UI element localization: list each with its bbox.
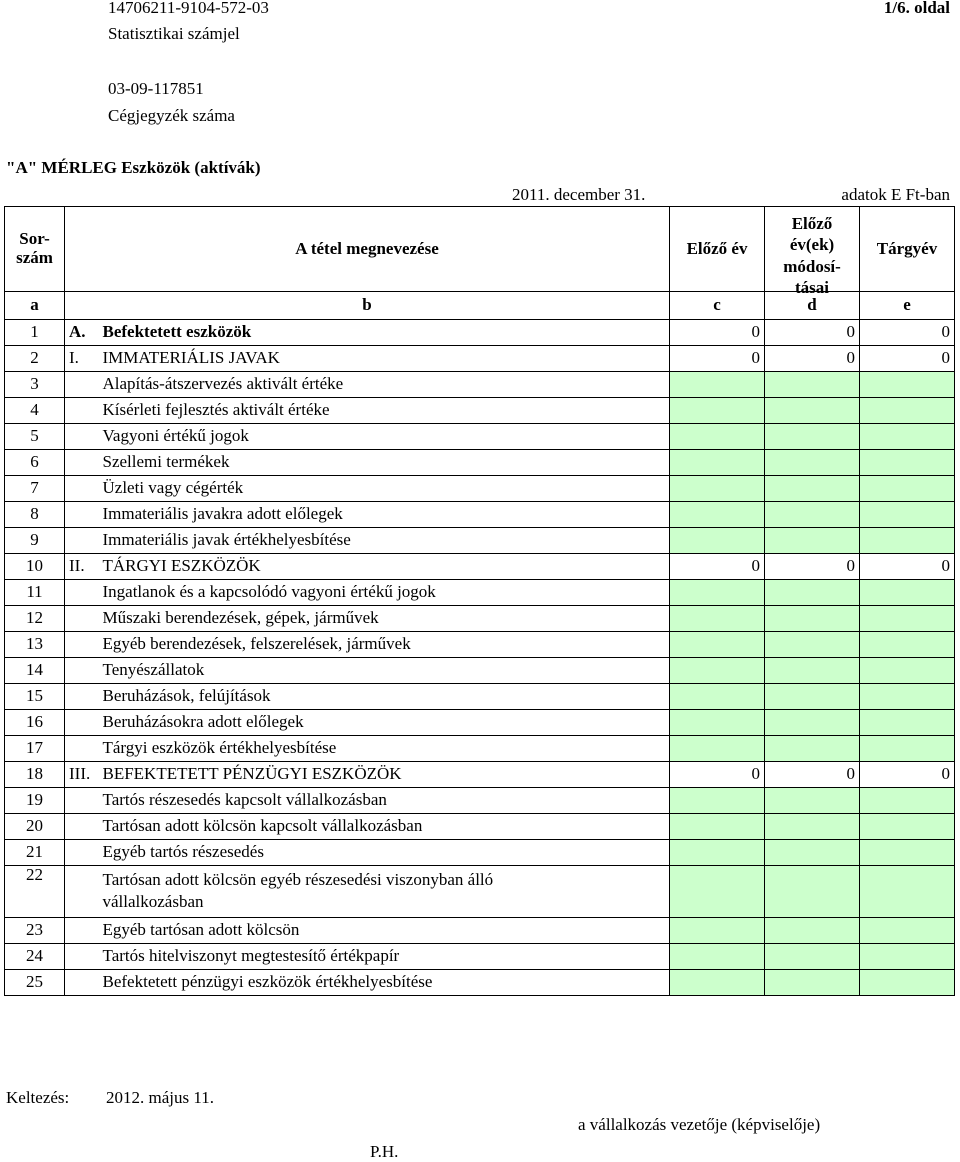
table-row [5, 398, 955, 424]
value-cell-e[interactable] [860, 788, 955, 814]
row-label: Ingatlanok és a kapcsolódó vagyoni értékű jogok [99, 580, 670, 606]
row-prefix [65, 658, 99, 684]
value-cell-c[interactable] [670, 788, 765, 814]
value-cell-c[interactable] [670, 580, 765, 606]
row-label: Szellemi termékek [99, 450, 670, 476]
value-cell-c: 0 [670, 554, 765, 580]
table-row [5, 918, 955, 944]
table-row [5, 814, 955, 840]
row-number: 8 [5, 502, 65, 528]
reg-label: Cégjegyzék száma [108, 106, 235, 125]
value-cell-e: 0 [860, 346, 955, 372]
value-cell-e[interactable] [860, 658, 955, 684]
value-cell-d[interactable] [765, 814, 860, 840]
value-cell-c[interactable] [670, 918, 765, 944]
table-row [5, 346, 955, 372]
value-cell-e: 0 [860, 320, 955, 346]
value-cell-d[interactable] [765, 450, 860, 476]
row-label: Beruházások, felújítások [99, 684, 670, 710]
page-number: 1/6. oldal [883, 0, 950, 17]
reg-number: 03-09-117851 [108, 79, 204, 98]
row-label: Műszaki berendezések, gépek, járművek [99, 606, 670, 632]
table-row [5, 684, 955, 710]
value-cell-d[interactable] [765, 788, 860, 814]
balance-table [4, 206, 955, 996]
value-cell-d[interactable] [765, 840, 860, 866]
table-row [5, 372, 955, 398]
value-cell-e[interactable] [860, 736, 955, 762]
row-label [99, 866, 670, 918]
value-cell-c[interactable] [670, 606, 765, 632]
value-cell-e[interactable] [860, 450, 955, 476]
unit-label: adatok E Ft-ban [841, 185, 950, 204]
row-prefix [65, 944, 99, 970]
value-cell-d[interactable] [765, 580, 860, 606]
value-cell-e[interactable] [860, 814, 955, 840]
row-label: Tárgyi eszközök értékhelyesbítése [99, 736, 670, 762]
value-cell-c[interactable] [670, 840, 765, 866]
row-prefix [65, 736, 99, 762]
row-prefix [65, 632, 99, 658]
value-cell-d[interactable] [765, 970, 860, 996]
row-label: Tartós részesedés kapcsolt vállalkozásban [99, 788, 670, 814]
date-value: 2012. május 11. [106, 1088, 214, 1107]
row-prefix: III. [65, 762, 99, 788]
letters-row [5, 292, 955, 320]
value-cell-d[interactable] [765, 606, 860, 632]
table-row [5, 658, 955, 684]
value-cell-c[interactable] [670, 944, 765, 970]
col-curr: Tárgyév [860, 207, 955, 292]
table-row [5, 320, 955, 346]
row-label-line2: vállalkozásban [102, 892, 204, 911]
table-row [5, 736, 955, 762]
value-cell-c[interactable] [670, 372, 765, 398]
letter-e: e [860, 292, 955, 320]
row-number: 18 [5, 762, 65, 788]
value-cell-e: 0 [860, 554, 955, 580]
stat-number: 14706211-9104-572-03 [108, 0, 269, 17]
table-row [5, 944, 955, 970]
value-cell-e[interactable] [860, 528, 955, 554]
value-cell-e[interactable] [860, 710, 955, 736]
table-row [5, 580, 955, 606]
row-number: 9 [5, 528, 65, 554]
signer-label: a vállalkozás vezetője (képviselője) [578, 1115, 821, 1134]
value-cell-c[interactable] [670, 658, 765, 684]
row-label: Befektetett eszközök [99, 320, 670, 346]
value-cell-c[interactable] [670, 866, 765, 918]
value-cell-d: 0 [765, 346, 860, 372]
row-number: 20 [5, 814, 65, 840]
table-row [5, 554, 955, 580]
col-sorszam: Sor- szám [5, 207, 65, 292]
row-prefix [65, 450, 99, 476]
value-cell-d[interactable] [765, 918, 860, 944]
row-label: BEFEKTETETT PÉNZÜGYI ESZKÖZÖK [99, 762, 670, 788]
value-cell-e[interactable] [860, 606, 955, 632]
row-prefix [65, 814, 99, 840]
value-cell-e[interactable] [860, 580, 955, 606]
row-label-line1: Tartósan adott kölcsön egyéb részesedési viszonyban álló [102, 870, 494, 890]
table-row [5, 840, 955, 866]
value-cell-d: 0 [765, 554, 860, 580]
value-cell-e[interactable] [860, 372, 955, 398]
value-cell-e[interactable] [860, 632, 955, 658]
stat-label: Statisztikai számjel [108, 24, 240, 43]
letter-a: a [5, 292, 65, 320]
table-row [5, 606, 955, 632]
letter-c: c [670, 292, 765, 320]
value-cell-e[interactable] [860, 840, 955, 866]
stamp-label: P.H. [370, 1142, 399, 1161]
row-number: 5 [5, 424, 65, 450]
letter-d: d [765, 292, 860, 320]
row-number: 6 [5, 450, 65, 476]
value-cell-d[interactable] [765, 710, 860, 736]
row-number: 12 [5, 606, 65, 632]
value-cell-c[interactable] [670, 476, 765, 502]
table-row [5, 502, 955, 528]
col-prev: Előző év [670, 207, 765, 292]
value-cell-c[interactable] [670, 632, 765, 658]
row-number: 21 [5, 840, 65, 866]
row-label: TÁRGYI ESZKÖZÖK [99, 554, 670, 580]
row-prefix [65, 398, 99, 424]
row-prefix [65, 684, 99, 710]
value-cell-d[interactable] [765, 372, 860, 398]
row-label: Alapítás-átszervezés aktivált értéke [99, 372, 670, 398]
table-row [5, 632, 955, 658]
row-prefix: A. [65, 320, 99, 346]
row-label: Egyéb tartósan adott kölcsön [99, 918, 670, 944]
row-number: 10 [5, 554, 65, 580]
row-prefix [65, 424, 99, 450]
row-number: 23 [5, 918, 65, 944]
value-cell-d[interactable] [765, 476, 860, 502]
row-prefix [65, 502, 99, 528]
table-row [5, 762, 955, 788]
value-cell-e[interactable] [860, 944, 955, 970]
row-prefix: II. [65, 554, 99, 580]
table-row [5, 424, 955, 450]
value-cell-e[interactable] [860, 424, 955, 450]
date-label: Keltezés: [6, 1088, 70, 1107]
row-label: Befektetett pénzügyi eszközök értékhelyesbítése [99, 970, 670, 996]
row-prefix [65, 866, 99, 918]
row-number: 11 [5, 580, 65, 606]
row-number: 3 [5, 372, 65, 398]
value-cell-d: 0 [765, 762, 860, 788]
row-label: Egyéb tartós részesedés [99, 840, 670, 866]
value-cell-c[interactable] [670, 684, 765, 710]
value-cell-c[interactable] [670, 424, 765, 450]
value-cell-e[interactable] [860, 398, 955, 424]
value-cell-c[interactable] [670, 710, 765, 736]
value-cell-d[interactable] [765, 424, 860, 450]
row-number: 4 [5, 398, 65, 424]
value-cell-d[interactable] [765, 658, 860, 684]
row-prefix [65, 606, 99, 632]
value-cell-c: 0 [670, 320, 765, 346]
table-row [5, 528, 955, 554]
row-number: 19 [5, 788, 65, 814]
row-number: 25 [5, 970, 65, 996]
row-prefix [65, 840, 99, 866]
row-label: Immateriális javakra adott előlegek [99, 502, 670, 528]
row-prefix [65, 710, 99, 736]
table-row [5, 476, 955, 502]
row-prefix: I. [65, 346, 99, 372]
col-mod: Előző év(ek) módosí- tásai [765, 207, 860, 292]
row-label: Tenyészállatok [99, 658, 670, 684]
row-number: 15 [5, 684, 65, 710]
row-prefix [65, 970, 99, 996]
value-cell-d[interactable] [765, 632, 860, 658]
value-cell-c[interactable] [670, 736, 765, 762]
row-number: 13 [5, 632, 65, 658]
value-cell-d[interactable] [765, 866, 860, 918]
value-cell-e[interactable] [860, 502, 955, 528]
row-label: Tartósan adott kölcsön kapcsolt vállalkozásban [99, 814, 670, 840]
value-cell-c[interactable] [670, 814, 765, 840]
row-label: Vagyoni értékű jogok [99, 424, 670, 450]
value-cell-e[interactable] [860, 970, 955, 996]
row-label: Beruházásokra adott előlegek [99, 710, 670, 736]
value-cell-e: 0 [860, 762, 955, 788]
row-number: 7 [5, 476, 65, 502]
letter-b: b [65, 292, 670, 320]
row-number: 22 [5, 866, 65, 918]
page-title: "A" MÉRLEG Eszközök (aktívák) [6, 158, 261, 177]
balance-date: 2011. december 31. [512, 185, 646, 204]
value-cell-d[interactable] [765, 684, 860, 710]
row-label: Egyéb berendezések, felszerelések, járművek [99, 632, 670, 658]
value-cell-e[interactable] [860, 476, 955, 502]
value-cell-e[interactable] [860, 918, 955, 944]
value-cell-c: 0 [670, 762, 765, 788]
row-prefix [65, 918, 99, 944]
row-prefix [65, 788, 99, 814]
row-label: Immateriális javak értékhelyesbítése [99, 528, 670, 554]
row-number: 14 [5, 658, 65, 684]
value-cell-e[interactable] [860, 684, 955, 710]
value-cell-c: 0 [670, 346, 765, 372]
value-cell-d[interactable] [765, 398, 860, 424]
table-row [5, 970, 955, 996]
row-label: Tartós hitelviszonyt megtestesítő értékpapír [99, 944, 670, 970]
row-prefix [65, 372, 99, 398]
table-row [5, 866, 955, 918]
header-row [5, 207, 955, 292]
value-cell-d[interactable] [765, 736, 860, 762]
row-number: 2 [5, 346, 65, 372]
value-cell-c[interactable] [670, 970, 765, 996]
row-number: 17 [5, 736, 65, 762]
row-number: 16 [5, 710, 65, 736]
table-row [5, 710, 955, 736]
value-cell-e[interactable] [860, 866, 955, 918]
row-label: Üzleti vagy cégérték [99, 476, 670, 502]
value-cell-d[interactable] [765, 502, 860, 528]
col-name: A tétel megnevezése [65, 207, 670, 292]
value-cell-d[interactable] [765, 944, 860, 970]
row-number: 24 [5, 944, 65, 970]
value-cell-c[interactable] [670, 502, 765, 528]
value-cell-c[interactable] [670, 528, 765, 554]
row-prefix [65, 476, 99, 502]
table-row [5, 450, 955, 476]
table-row [5, 788, 955, 814]
row-prefix [65, 528, 99, 554]
row-number: 1 [5, 320, 65, 346]
row-label: IMMATERIÁLIS JAVAK [99, 346, 670, 372]
row-prefix [65, 580, 99, 606]
value-cell-d[interactable] [765, 528, 860, 554]
value-cell-c[interactable] [670, 398, 765, 424]
value-cell-c[interactable] [670, 450, 765, 476]
value-cell-d: 0 [765, 320, 860, 346]
row-label: Kísérleti fejlesztés aktivált értéke [99, 398, 670, 424]
